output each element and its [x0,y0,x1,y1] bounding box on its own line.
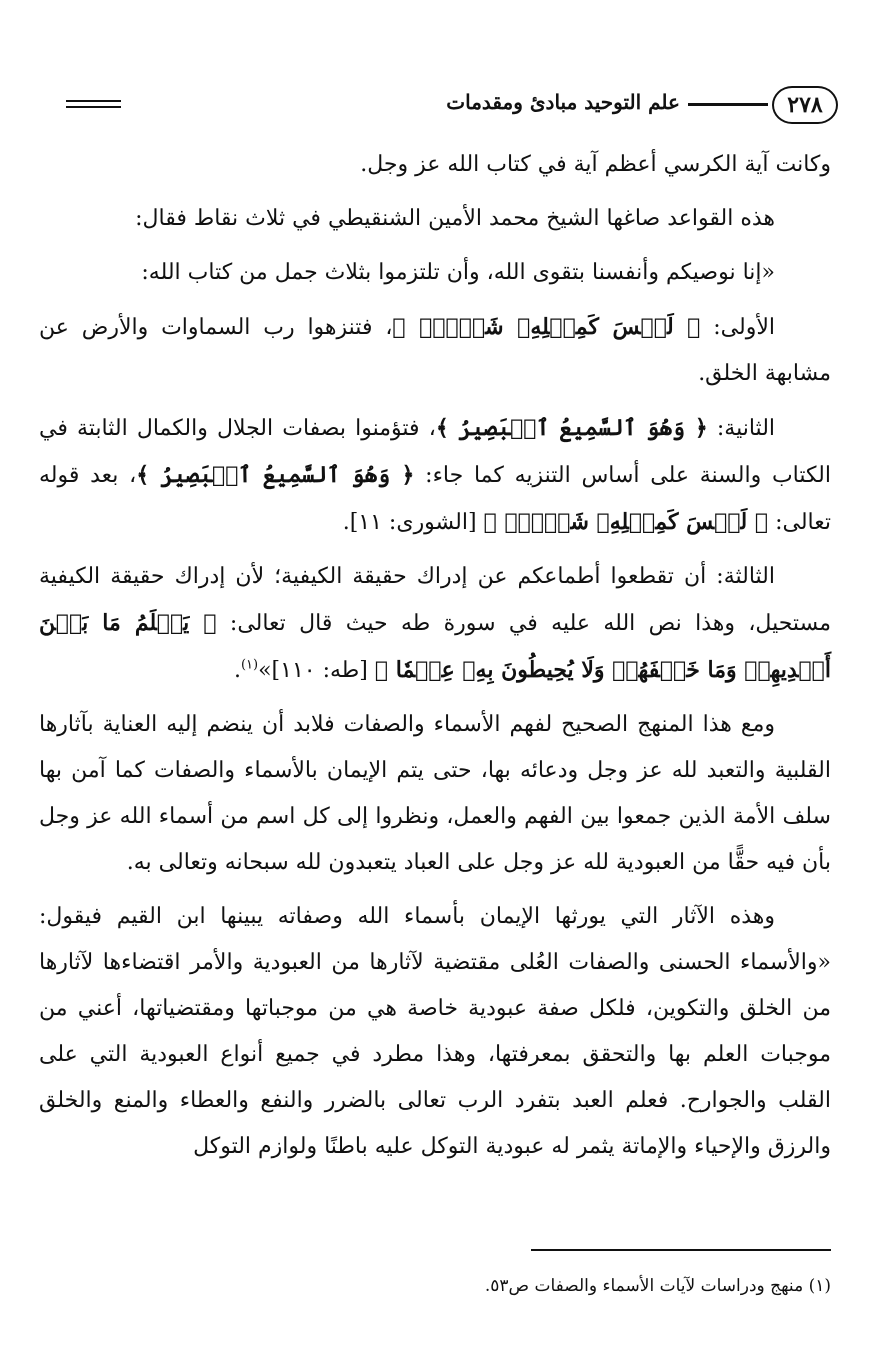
text: ، بعد قوله تعالى: [39,463,831,535]
quran-verse: ﴿ يَعۡلَمُ مَا بَيۡنَ أَيۡدِيهِمۡ وَمَا خَلۡفَهُمۡ وَلَا يُحِيطُونَ بِهِۦ عِلۡمٗا ﴾ [39,610,831,683]
text: ، فتنزهوا رب السماوات والأرض عن مشابهة الخلق. [39,315,831,386]
header-rule-right [684,103,768,106]
page-number: ٢٧٨ [772,86,838,124]
quran-verse: ﴿ لَيۡسَ كَمِثۡلِهِۦ شَيۡءٞۖ ﴾ [392,314,701,340]
page-header [66,86,838,130]
paragraph-third-point [39,554,831,694]
footnote-divider [531,1249,831,1251]
paragraph-8: وهذه الآثار التي يورثها الإيمان بأسماء الله وصفاته يبينها ابن القيم فيقول: «والأسماء الحسنى والصفات العُلى مقتضية لآثارها من العبودية والأمر اقتضاءها لآثارها من الخلق والتكوين، فلكل صفة عبودية خاصة هي من موجباتها ومقتضياتها، أعني من موجبات العلم بها والتحقق بمعرفتها، وهذا مطرد في جميع أنواع العبودية التي على القلب والجوارح. فعلم العبد بتفرد الرب تعالى بالضرر والنفع والعطاء والمنع والخلق والرزق والإحياء والإماتة يثمر له عبودية التوكل عليه باطنًا ولوازم التوكل [39,904,831,1159]
header-rule-left-top [66,100,121,102]
text: الثالثة: أن تقطعوا أطماعكم عن إدراك حقيقة الكيفية؛ لأن إدراك حقيقة الكيفية مستحيل، وهذا نص الله عليه في سورة طه حيث قال تعالى: [39,564,831,636]
text: ، فتؤمنوا بصفات الجلال والكمال الثابتة في الكتاب والسنة على أساس التنزيه كما جاء: [39,416,831,488]
quran-verse: ﴿ وَهُوَ ٱلسَّمِيعُ ٱلۡبَصِيرُ ﴾ [136,462,415,488]
paragraph-first-point [39,304,831,397]
paragraph-second-point [39,405,831,546]
header-rule-left-bottom [66,106,121,108]
paragraph-7: ومع هذا المنهج الصحيح لفهم الأسماء والصفات فلابد أن ينضم إليه العناية بآثارها القلبية والتعبد لله عز وجل ودعائه بها، حتى يتم الإيمان بالأسماء والصفات كما آمن بها سلف الأمة الذين جمعوا بين الفهم والعمل، ونظروا إلى كل اسم من أسماء الله عز وجل بأن فيه حقًّا من العبودية لله عز وجل على العباد يتعبدون لله سبحانه وتعالى به. [39,712,831,875]
label-second: الثانية: [707,416,776,441]
footnote: (١) منهج ودراسات لآيات الأسماء والصفات ص٥٣. [484,1276,831,1296]
main-text [39,142,831,1170]
label-first: الأولى: [700,315,775,340]
footnote-marker: (١) [240,657,259,673]
quran-verse: ﴿ لَيۡسَ كَمِثۡلِهِۦ شَيۡءٞۖ ﴾ [483,509,769,535]
paragraph-1: وكانت آية الكرسي أعظم آية في كتاب الله عز وجل. [360,152,831,177]
verse-reference: [طه: ١١٠]» [258,658,375,683]
verse-reference: [الشورى: ١١]. [342,510,484,535]
running-title: علم التوحيد مبادئ ومقدمات [438,90,688,114]
paragraph-2: هذه القواعد صاغها الشيخ محمد الأمين الشنقيطي في ثلاث نقاط فقال: [135,206,775,231]
quran-verse: ﴿ وَهُوَ ٱلسَّمِيعُ ٱلۡبَصِيرُ ﴾ [435,415,708,441]
text: . [233,658,241,683]
paragraph-3: «إنا نوصيكم وأنفسنا بتقوى الله، وأن تلتزموا بثلاث جمل من كتاب الله: [141,260,775,285]
